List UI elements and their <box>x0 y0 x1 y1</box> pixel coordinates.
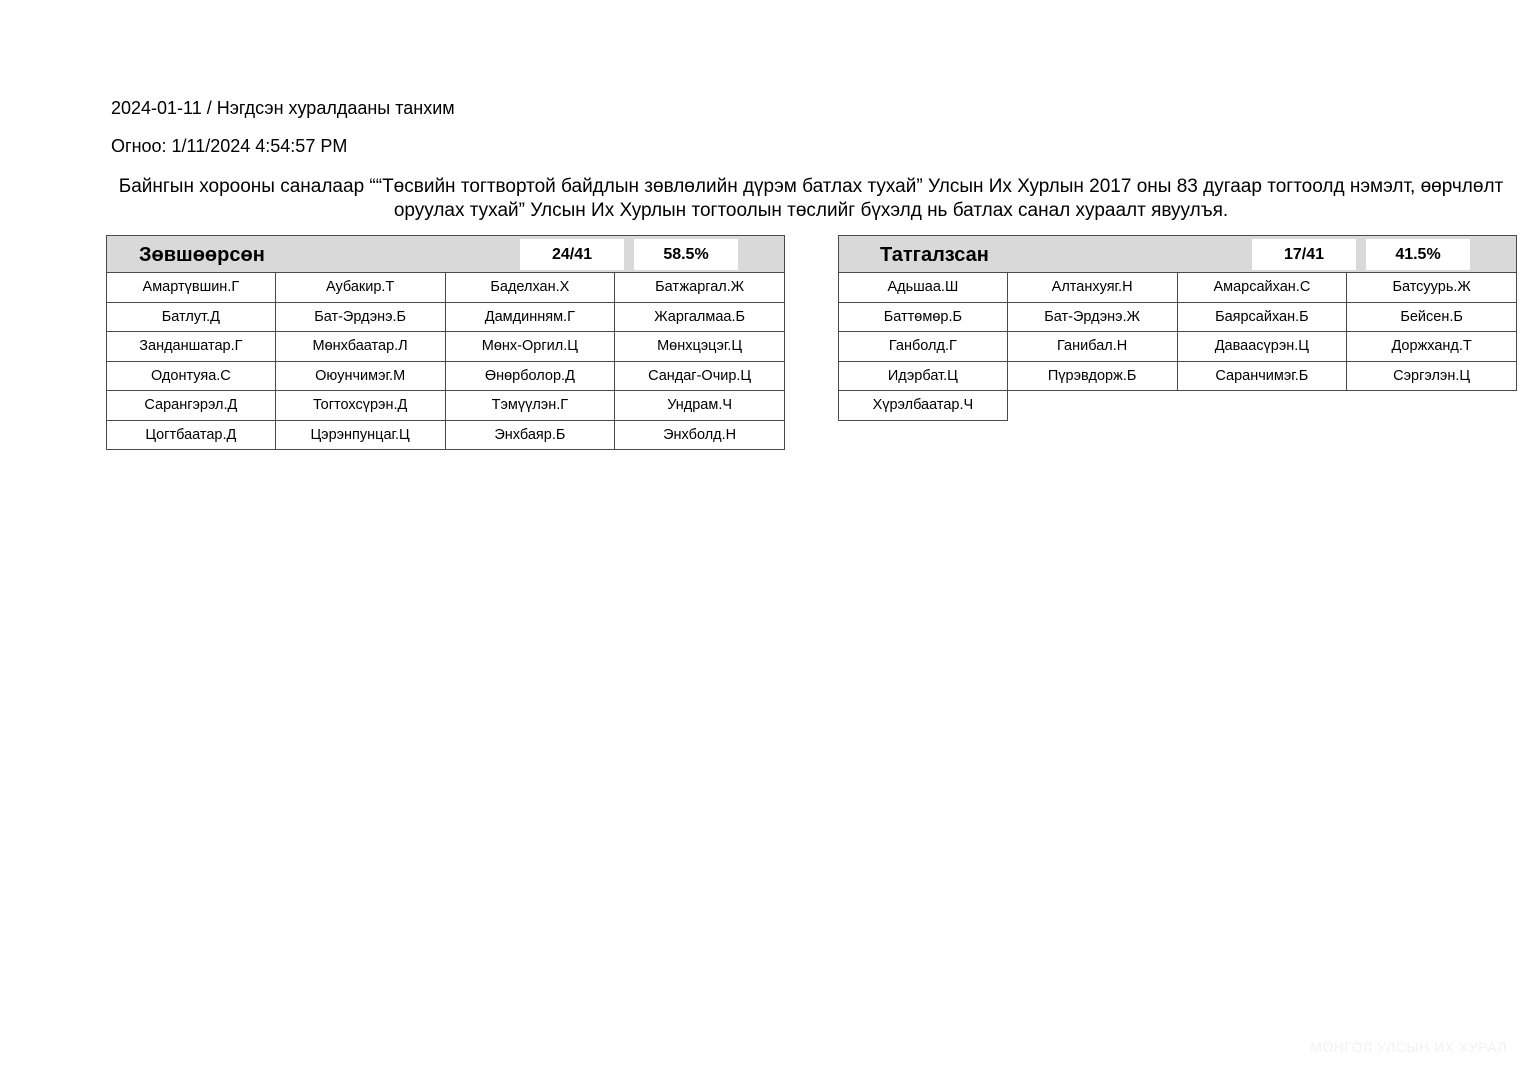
approved-header <box>106 235 785 273</box>
rejected-member-cell: Саранчимэг.Б <box>1178 362 1348 392</box>
approved-member-cell: Мөнх-Оргил.Ц <box>446 332 616 362</box>
rejected-member-cell: Ганболд.Г <box>838 332 1008 362</box>
approved-title: Зөвшөөрсөн <box>139 244 265 266</box>
approved-member-cell: Жаргалмаа.Б <box>615 303 785 333</box>
rejected-percent: 41.5% <box>1366 239 1470 270</box>
approved-member-cell: Энхболд.Н <box>615 421 785 451</box>
approved-member-cell: Амартүвшин.Г <box>106 273 276 303</box>
approved-count: 24/41 <box>520 239 624 270</box>
approved-member-cell: Бат-Эрдэнэ.Б <box>276 303 446 333</box>
approved-member-cell: Дамдинням.Г <box>446 303 616 333</box>
approved-member-cell: Аубакир.Т <box>276 273 446 303</box>
approved-member-cell: Оюунчимэг.М <box>276 362 446 392</box>
approved-member-cell: Цогтбаатар.Д <box>106 421 276 451</box>
approved-member-cell: Тогтохсүрэн.Д <box>276 391 446 421</box>
approved-names-grid <box>106 273 785 450</box>
approved-member-cell: Сарангэрэл.Д <box>106 391 276 421</box>
rejected-member-cell: Ганибал.Н <box>1008 332 1178 362</box>
session-header: 2024-01-11 / Нэгдсэн хуралдааны танхим <box>111 98 455 118</box>
approved-member-cell: Цэрэнпунцаг.Ц <box>276 421 446 451</box>
approved-percent: 58.5% <box>634 239 738 270</box>
approved-member-cell: Мөнхбаатар.Л <box>276 332 446 362</box>
approved-member-cell: Занданшатар.Г <box>106 332 276 362</box>
rejected-member-cell: Адьшаа.Ш <box>838 273 1008 303</box>
rejected-member-cell: Баттөмөр.Б <box>838 303 1008 333</box>
rejected-member-cell: Даваасүрэн.Ц <box>1178 332 1348 362</box>
rejected-member-cell: Доржханд.Т <box>1347 332 1517 362</box>
approved-member-cell: Ундрам.Ч <box>615 391 785 421</box>
approved-member-cell: Батлут.Д <box>106 303 276 333</box>
approved-member-cell: Баделхан.Х <box>446 273 616 303</box>
approved-member-cell: Өнөрболор.Д <box>446 362 616 392</box>
approved-member-cell: Тэмүүлэн.Г <box>446 391 616 421</box>
rejected-member-cell: Пүрэвдорж.Б <box>1008 362 1178 392</box>
rejected-member-cell: Хүрэлбаатар.Ч <box>838 391 1008 421</box>
watermark: МОНГОЛ УЛСЫН ИХ ХУРАЛ <box>1310 1039 1507 1055</box>
approved-member-cell: Батжаргал.Ж <box>615 273 785 303</box>
motion-text: Байнгын хорооны саналаар ““Төсвийн тогтвортой байдлын зөвлөлийн дүрэм батлах тухай” Улсын Их Хурлын 2017 оны 83 дугаар тогтоолд нэмэлт, өөрчлөлт оруулах тухай” Улсын Их Хурлын тогтоолын төслийг бүхэлд нь батлах санал хураалт явуулъя. <box>118 176 1504 221</box>
rejected-member-cell: Батсуурь.Ж <box>1347 273 1517 303</box>
rejected-title: Татгалзсан <box>880 244 989 266</box>
rejected-member-cell: Амарсайхан.С <box>1178 273 1348 303</box>
rejected-member-cell: Алтанхуяг.Н <box>1008 273 1178 303</box>
vote-datetime: Огноо: 1/11/2024 4:54:57 PM <box>111 136 348 156</box>
rejected-member-cell: Идэрбат.Ц <box>838 362 1008 392</box>
approved-member-cell: Мөнхцэцэг.Ц <box>615 332 785 362</box>
rejected-count: 17/41 <box>1252 239 1356 270</box>
approved-member-cell: Одонтуяа.С <box>106 362 276 392</box>
rejected-member-cell: Бат-Эрдэнэ.Ж <box>1008 303 1178 333</box>
rejected-names-grid <box>838 273 1517 421</box>
approved-member-cell: Энхбаяр.Б <box>446 421 616 451</box>
rejected-header <box>838 235 1517 273</box>
approved-table <box>106 235 785 450</box>
approved-member-cell: Сандаг-Очир.Ц <box>615 362 785 392</box>
rejected-member-cell: Баярсайхан.Б <box>1178 303 1348 333</box>
rejected-table <box>838 235 1517 421</box>
rejected-member-cell: Сэргэлэн.Ц <box>1347 362 1517 392</box>
rejected-member-cell: Бейсен.Б <box>1347 303 1517 333</box>
